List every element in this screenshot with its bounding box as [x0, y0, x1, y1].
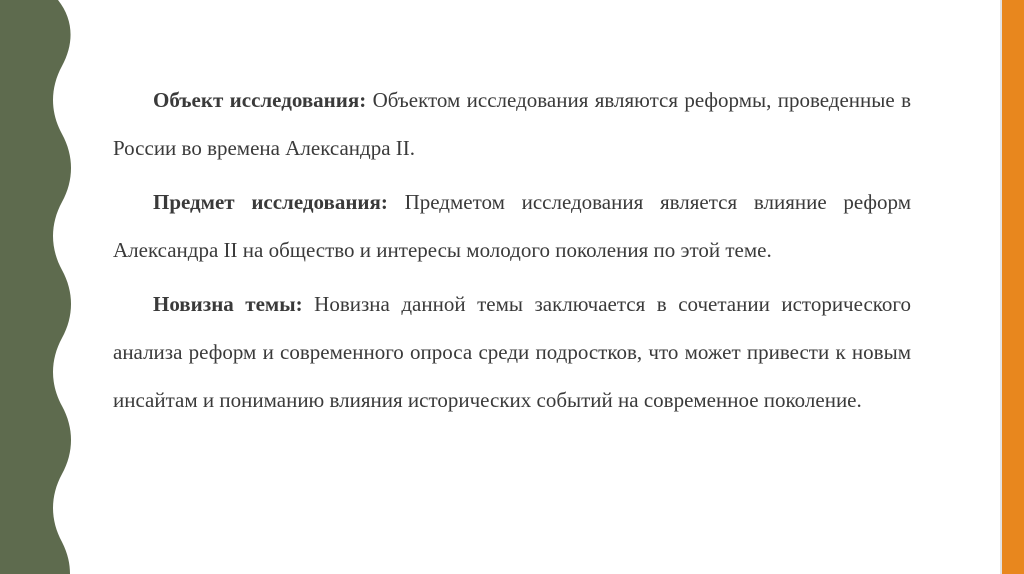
- paragraph-subject: [113, 178, 911, 274]
- right-accent-bar: [1002, 0, 1024, 574]
- slide-content: [113, 76, 911, 430]
- paragraph-text: Новизна данной темы заключается в сочетании исторического анализа реформ и современного опроса среди подростков, что может привести к новым инсайтам и пониманию влияния исторических событий на современное поколение.: [113, 292, 912, 412]
- wavy-band-shape: [0, 0, 71, 574]
- paragraph-text: Предметом исследования является влияние реформ Александра II на общество и интересы молодого поколения по этой теме.: [113, 190, 912, 262]
- paragraph-novelty: [113, 280, 911, 424]
- paragraph-object: [113, 76, 911, 172]
- paragraph-label: Объект исследования:: [153, 88, 367, 112]
- paragraph-text: Объектом исследования являются реформы, проведенные в России во времена Александра II.: [113, 88, 911, 160]
- left-decorative-band: [0, 0, 80, 574]
- paragraph-label: Предмет исследования:: [153, 190, 388, 214]
- paragraph-label: Новизна темы:: [153, 292, 303, 316]
